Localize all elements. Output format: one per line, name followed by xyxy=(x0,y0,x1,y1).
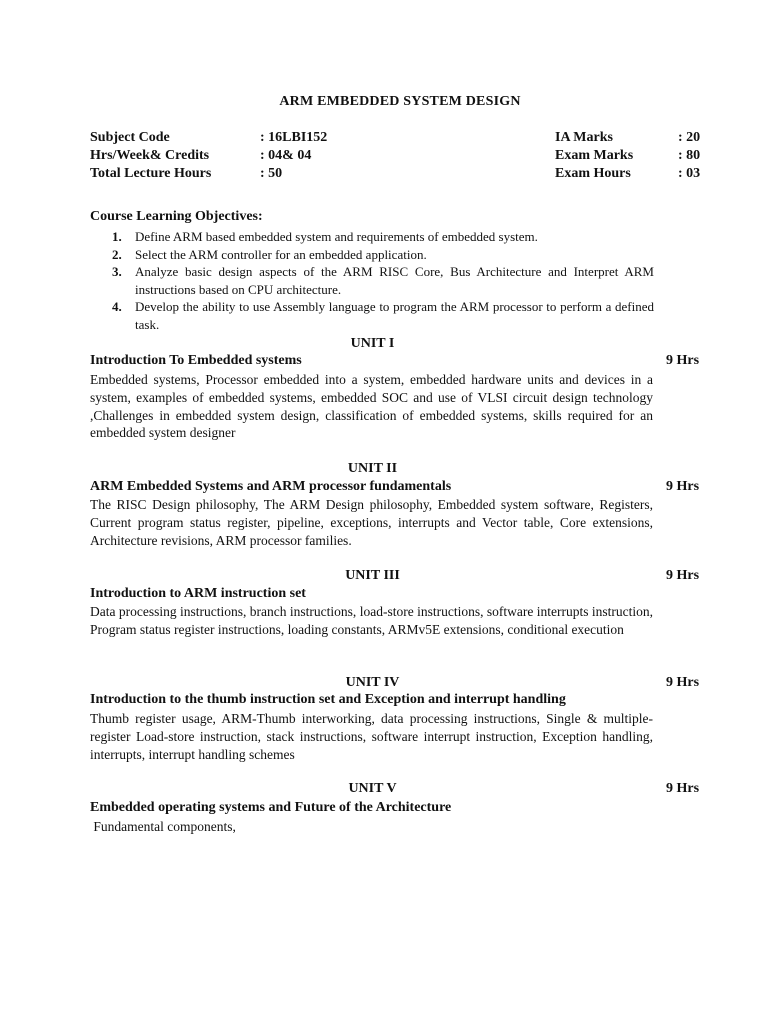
objective-text: Develop the ability to use Assembly language to program the ARM processor to perform a defined task. xyxy=(135,299,654,332)
exam-marks-value: : 80 xyxy=(678,148,701,163)
ia-marks-label: IA Marks xyxy=(555,130,613,145)
objective-number: 2. xyxy=(112,246,122,262)
meta-labels-right xyxy=(555,129,633,183)
document-title: ARM EMBEDDED SYSTEM DESIGN xyxy=(279,94,521,109)
unit-body: Embedded systems, Processor embedded into a system, embedded hardware units and devices in a system, examples of embedded systems, embedded SOC and use of VLSI circuit design technology ,Challenges in embedded system design, classification of embedded systems, skills required for an embedded system designer xyxy=(90,372,653,441)
unit-body: Thumb register usage, ARM-Thumb interworking, data processing instructions, Single & multiple-register Load-store instruction, stack instructions, software interrupt instruction, Exception handling, interrupts, interrupt handling schemes xyxy=(90,711,653,762)
objective-text: Select the ARM controller for an embedded application. xyxy=(135,246,427,262)
objectives-list xyxy=(90,228,654,333)
unit-label: UNIT III xyxy=(345,568,400,583)
exam-marks-label: Exam Marks xyxy=(555,148,634,163)
meta-labels-left xyxy=(90,129,211,183)
objective-item xyxy=(90,263,654,298)
unit-hours: 9 Hrs xyxy=(666,479,700,494)
unit-label: UNIT V xyxy=(348,781,397,796)
unit-title: Introduction to the thumb instruction set and Exception and interrupt handling xyxy=(90,692,566,707)
unit-title: ARM Embedded Systems and ARM processor fundamentals xyxy=(90,479,452,494)
unit-body: Data processing instructions, branch instructions, load-store instructions, software interrupts instruction, Program status register instructions, loading constants, ARMv5E extensions, conditional execution xyxy=(90,604,653,637)
unit-title: Introduction To Embedded systems xyxy=(90,353,302,368)
unit-body: Fundamental components, xyxy=(90,819,236,834)
subject-code-label: Subject Code xyxy=(90,130,170,145)
unit-hours: 9 Hrs xyxy=(666,781,700,796)
objective-item xyxy=(90,298,654,333)
objective-text: Analyze basic design aspects of the ARM RISC Core, Bus Architecture and Interpret ARM instructions based on CPU architecture. xyxy=(135,264,654,297)
hrs-credits-value: : 04& 04 xyxy=(260,148,312,163)
objectives-heading: Course Learning Objectives: xyxy=(90,209,263,224)
unit-label: UNIT II xyxy=(347,461,398,476)
meta-values-right xyxy=(678,129,700,183)
unit-label: UNIT IV xyxy=(345,675,400,690)
exam-hours-label: Exam Hours xyxy=(555,166,631,181)
objective-number: 3. xyxy=(112,264,122,279)
unit-hours: 9 Hrs xyxy=(666,353,700,368)
hrs-credits-label: Hrs/Week& Credits xyxy=(90,148,210,163)
lecture-hours-value: : 50 xyxy=(260,166,283,181)
unit-body: The RISC Design philosophy, The ARM Design philosophy, Embedded system software, Registers, Current program status register, pipeline, exceptions, interrupts and Vector table, Core extensions, Architecture revisions, ARM processor families. xyxy=(90,497,653,548)
exam-hours-value: : 03 xyxy=(678,166,701,181)
unit-label: UNIT I xyxy=(350,336,395,351)
meta-values-left xyxy=(260,129,327,183)
objective-text: Define ARM based embedded system and requirements of embedded system. xyxy=(135,229,538,244)
lecture-hours-label: Total Lecture Hours xyxy=(90,166,212,181)
unit-hours: 9 Hrs xyxy=(666,568,700,583)
unit-title: Embedded operating systems and Future of the Architecture xyxy=(90,800,452,815)
subject-code-value: : 16LBI152 xyxy=(260,130,328,145)
unit-title: Introduction to ARM instruction set xyxy=(90,586,306,601)
objective-item xyxy=(90,228,654,246)
unit-hours: 9 Hrs xyxy=(666,675,700,690)
ia-marks-value: : 20 xyxy=(678,130,701,145)
objective-number: 4. xyxy=(112,299,122,314)
objective-item xyxy=(90,246,654,264)
objective-number: 1. xyxy=(112,229,122,244)
